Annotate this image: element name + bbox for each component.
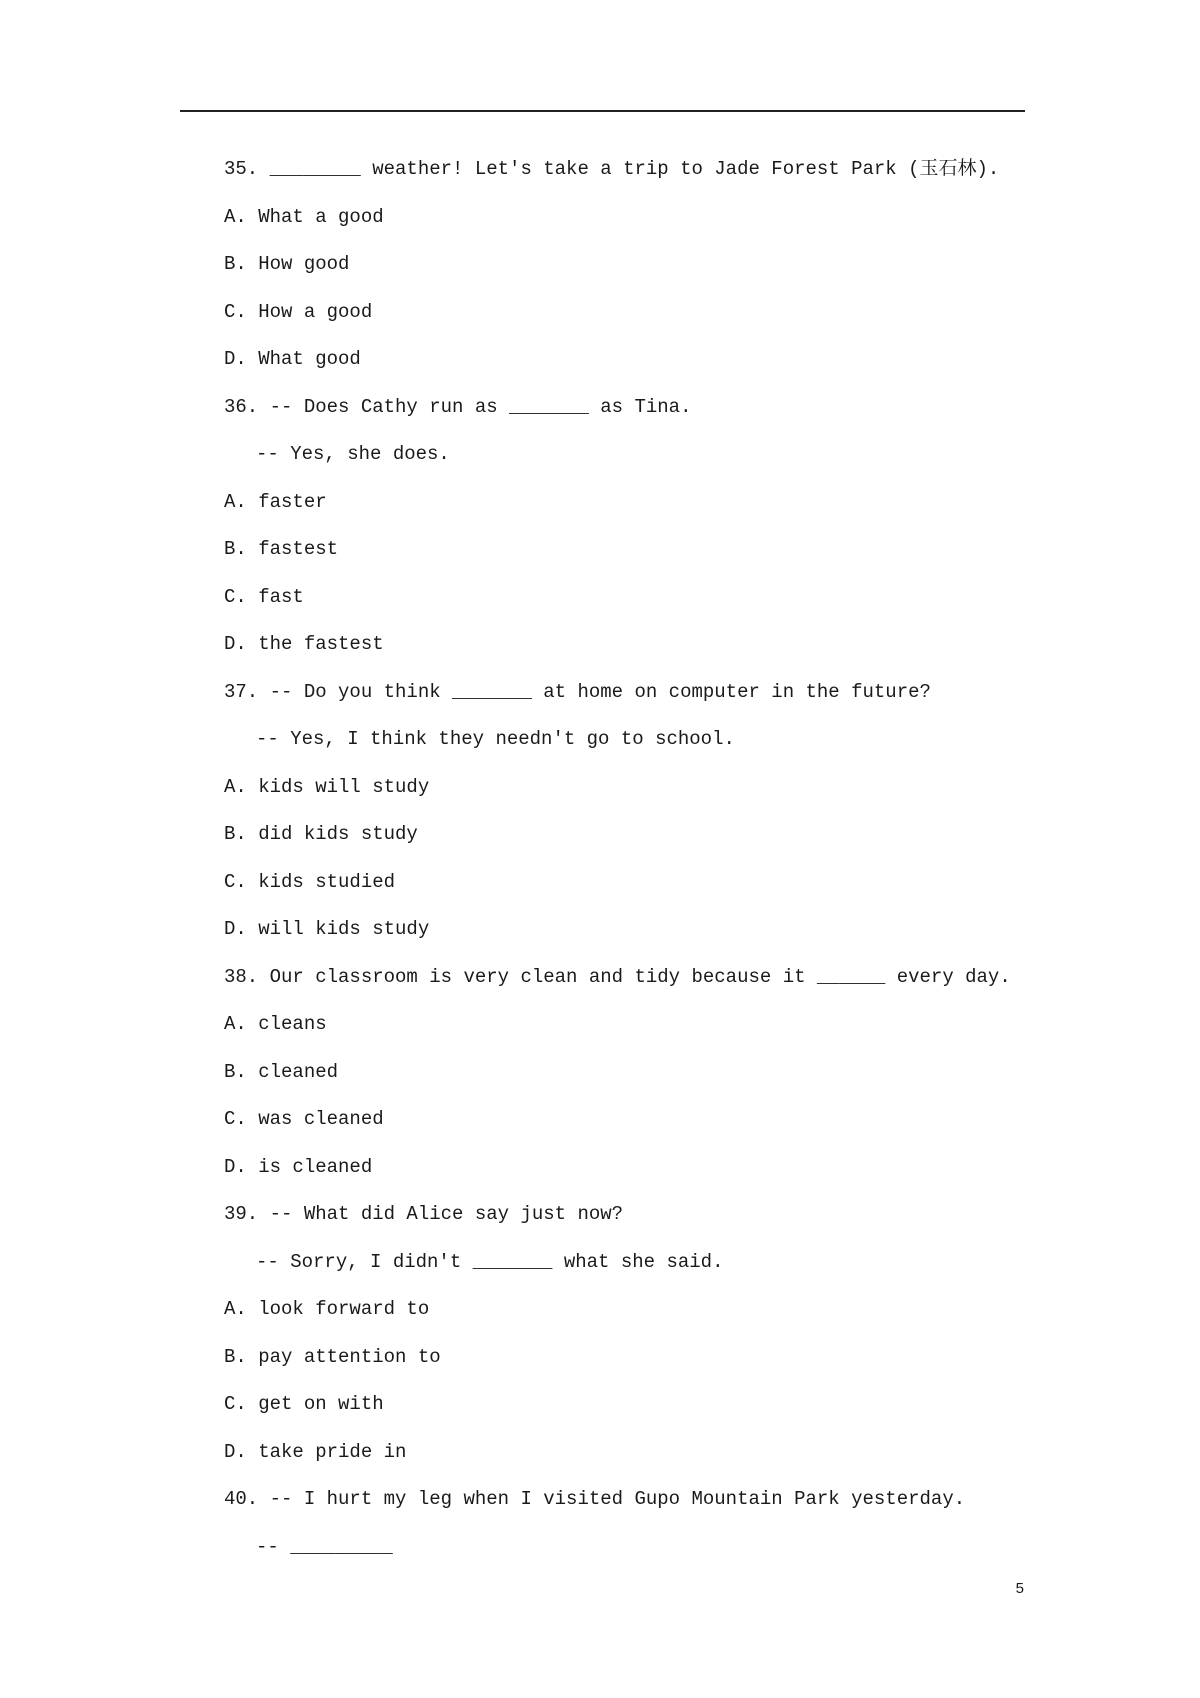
question-36-reply: -- Yes, she does.	[256, 443, 450, 465]
question-39-option-c: C. get on with	[224, 1393, 384, 1415]
question-38-option-b: B. cleaned	[224, 1060, 339, 1083]
question-36-stem: 36. -- Does Cathy run as _______ as Tina.	[224, 395, 692, 418]
question-37-option-a: A. kids will study	[224, 775, 430, 798]
question-39-option-d: D. take pride in	[224, 1440, 407, 1463]
question-36-option-c: C. fast	[224, 585, 304, 608]
question-37-option-d: D. will kids study	[224, 918, 430, 940]
question-37-option-b: B. did kids study	[224, 823, 418, 845]
page-number: 5	[1015, 1580, 1024, 1597]
question-35-option-c: C. How a good	[224, 300, 373, 323]
header-rule	[180, 110, 1025, 112]
question-40-stem: 40. -- I hurt my leg when I visited Gupo Mountain Park yesterday.	[224, 1488, 966, 1510]
question-36-option-d: D. the fastest	[224, 633, 384, 655]
question-39-option-a: A. look forward to	[224, 1298, 430, 1320]
question-37-stem: 37. -- Do you think _______ at home on computer in the future?	[224, 680, 931, 703]
question-35-stem: 35. ________ weather! Let's take a trip to Jade Forest Park (玉石林).	[224, 158, 1000, 180]
question-38-option-d: D. is cleaned	[224, 1155, 373, 1178]
question-35-option-d: D. What good	[224, 348, 361, 370]
question-40-reply: -- _________	[256, 1535, 393, 1558]
question-37-reply: -- Yes, I think they needn't go to school.	[256, 728, 735, 750]
question-39-reply: -- Sorry, I didn't _______ what she said.	[256, 1250, 724, 1273]
question-35-option-a: A. What a good	[224, 205, 384, 228]
question-36-option-a: A. faster	[224, 490, 327, 513]
question-36-option-b: B. fastest	[224, 538, 339, 560]
question-38-option-c: C. was cleaned	[224, 1108, 384, 1130]
question-list	[224, 146, 1024, 1571]
question-35-option-b: B. How good	[224, 253, 350, 275]
question-38-option-a: A. cleans	[224, 1013, 327, 1035]
question-38-stem: 38. Our classroom is very clean and tidy because it ______ every day.	[224, 965, 1011, 988]
question-39-option-b: B. pay attention to	[224, 1345, 441, 1368]
question-37-option-c: C. kids studied	[224, 870, 396, 893]
question-39-stem: 39. -- What did Alice say just now?	[224, 1203, 624, 1225]
